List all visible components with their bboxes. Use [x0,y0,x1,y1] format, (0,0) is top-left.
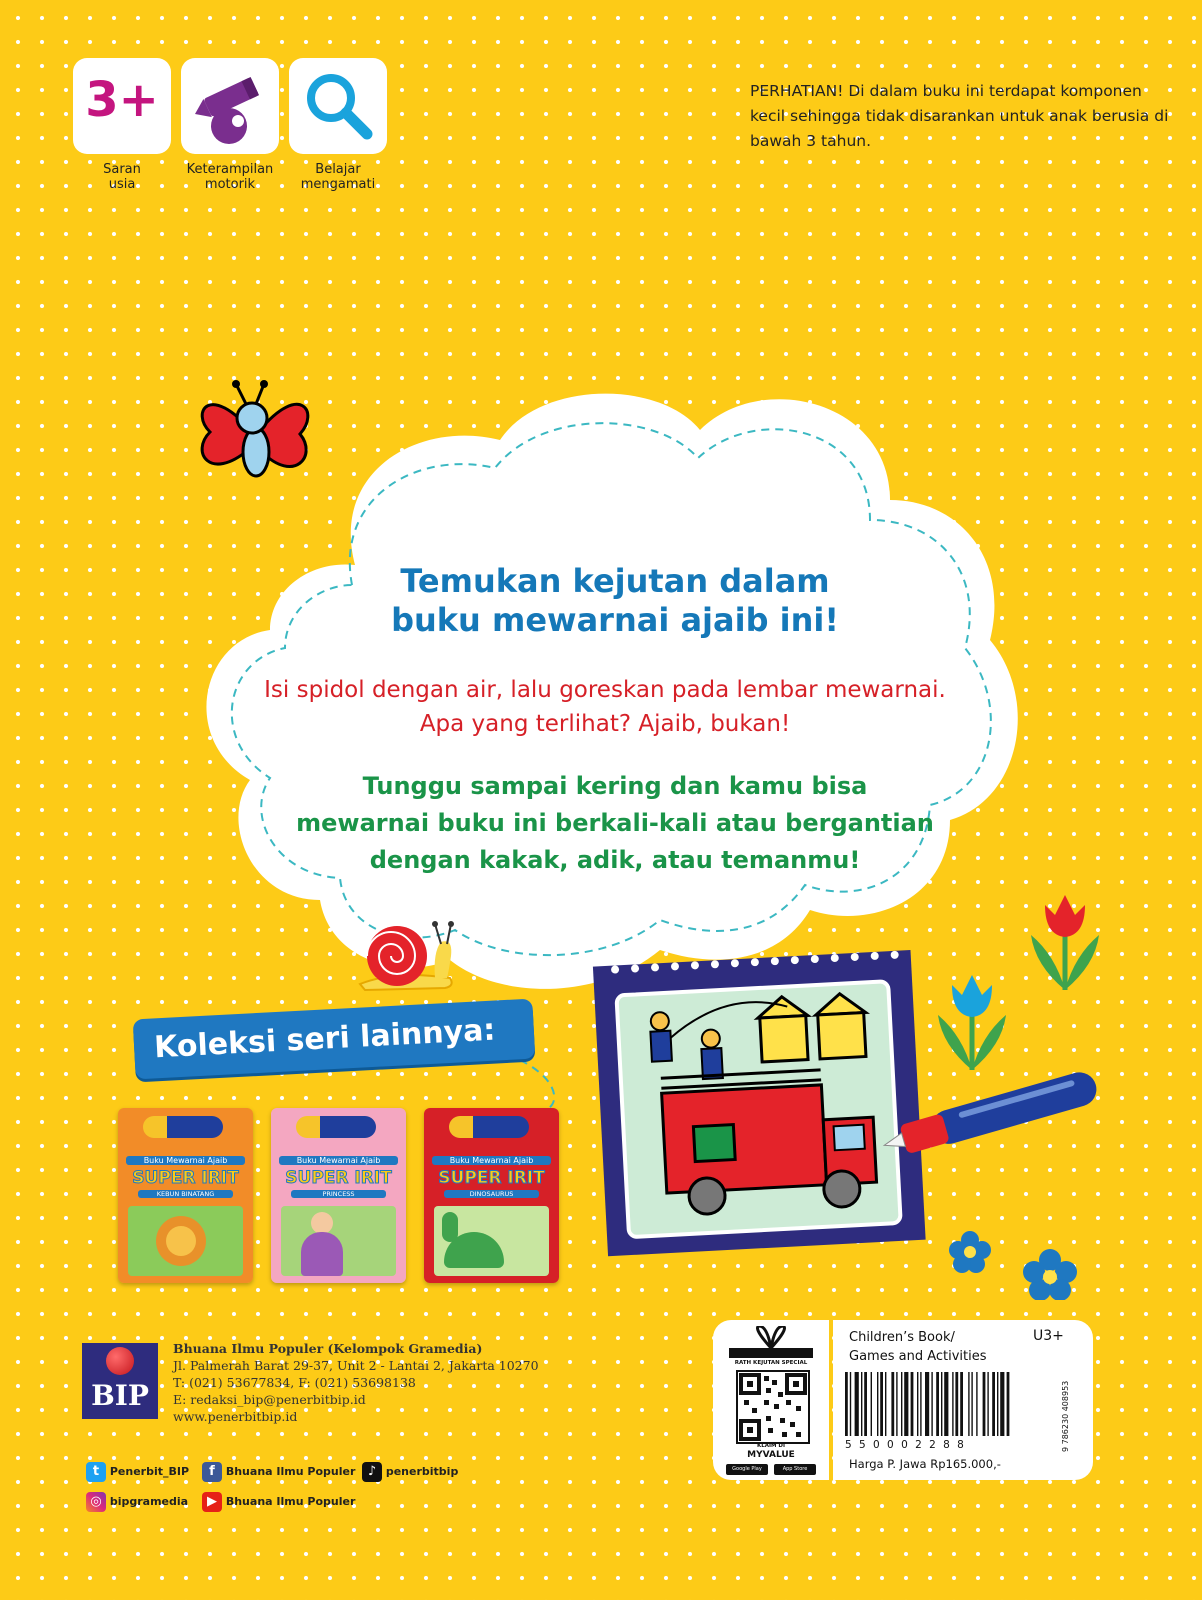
logo-text: BIP [91,1379,149,1412]
book-subtitle: DINOSAURUS [444,1190,539,1198]
category-line-1: Children’s Book/ [849,1330,955,1345]
gift-icon [723,1326,819,1360]
tiktok-icon: ♪ [362,1462,382,1482]
social-facebook[interactable] [202,1462,355,1482]
water-pen-illustration [870,1060,1110,1170]
publisher-email: E: redaksi_bip@penerbitbip.id [173,1392,366,1407]
youtube-icon: ▶ [202,1492,222,1512]
qr-panel [713,1320,829,1480]
qr-claim-label: KLAIM DI [756,1443,786,1449]
facebook-icon: f [202,1462,222,1482]
snail-illustration [355,912,465,992]
instagram-icon: ◎ [86,1492,106,1512]
book-kebun-binatang[interactable] [118,1108,253,1283]
marker-pen-icon [449,1116,529,1138]
instruction-text [180,673,1030,741]
observe-caption: Belajar mengamati [300,162,376,192]
instruction-line-2: Apa yang terlihat? Ajaib, bukan! [419,711,791,737]
book-princess[interactable] [271,1108,406,1283]
book-brand: SUPER IRIT [285,1168,392,1188]
price-label: Harga P. Jawa Rp165.000,- [849,1457,1001,1471]
category-line-2: Games and Activities [849,1349,987,1364]
barcode-number: 5 5 0 0 0 2 2 8 8 [845,1439,966,1451]
publisher-website[interactable]: www.penerbitbip.id [173,1409,298,1424]
instruction-line-1: Isi spidol dengan air, lalu goreskan pada lembar mewarnai. [264,677,946,703]
book-brand: SUPER IRIT [438,1168,545,1188]
google-play-badge[interactable]: Google Play [726,1464,768,1475]
social-instagram[interactable] [86,1492,188,1512]
qr-top-label: RATH KEJUTAN SPECIAL [734,1360,808,1366]
marker-pen-icon [296,1116,376,1138]
age-label: U3+ [1033,1328,1064,1344]
book-subtitle: PRINCESS [291,1190,386,1198]
book-series: Buku Mewarnai Ajaib [126,1156,245,1165]
collection-label: Koleksi seri lainnya: [153,1012,497,1066]
dinosaur-illustration [434,1206,549,1276]
age-caption: Saran usia [103,162,141,192]
headline-line-2: buku mewarnai ajaib ini! [391,601,839,639]
social-twitter[interactable] [86,1462,189,1482]
book-series: Buku Mewarnai Ajaib [279,1156,398,1165]
book-series: Buku Mewarnai Ajaib [432,1156,551,1165]
reuse-line-1: Tunggu sampai kering dan kamu bisa [362,772,868,800]
book-dinosaurus[interactable] [424,1108,559,1283]
barcode-panel [833,1320,1093,1480]
blue-flowers-illustration [940,1220,1120,1300]
publisher-address: Jl. Palmerah Barat 29-37, Unit 2 - Lantai 2, Jakarta 10270 [173,1358,539,1373]
app-store-badge[interactable]: App Store [774,1464,816,1475]
reuse-text [190,768,1040,879]
red-tulip-illustration [1025,885,1105,995]
qr-brand: MYVALUE [747,1450,795,1460]
youtube-handle: Bhuana Ilmu Populer [225,1495,356,1508]
publisher-logo [82,1343,158,1419]
book-subtitle: KEBUN BINATANG [138,1190,233,1198]
twitter-handle: Penerbit_BIP [109,1465,190,1478]
marker-pen-icon [143,1116,223,1138]
book-category [849,1328,987,1366]
twitter-icon: t [86,1462,106,1482]
age-icon: 3+ [85,72,159,128]
publisher-phone: T: (021) 53677834, F: (021) 53698138 [173,1375,416,1390]
social-youtube[interactable] [202,1492,355,1512]
headline-line-1: Temukan kejutan dalam [400,562,830,600]
logo-ball-icon [106,1347,134,1375]
publisher-info [173,1340,539,1425]
social-tiktok[interactable] [362,1462,458,1482]
tiktok-handle: penerbitbip [385,1465,459,1478]
publisher-name: Bhuana Ilmu Populer (Kelompok Gramedia) [173,1341,483,1356]
reuse-line-3: dengan kakak, adik, atau temanmu! [369,846,861,874]
motor-caption: Keterampilan motorik [186,162,274,192]
blue-tulip-illustration [932,965,1012,1075]
qr-code[interactable] [736,1370,810,1444]
headline [190,562,1040,640]
book-brand: SUPER IRIT [132,1168,239,1188]
lion-illustration [128,1206,243,1276]
instagram-handle: bipgramedia [109,1495,189,1508]
isbn-vertical: 9 786230 408953 [1061,1380,1070,1452]
facebook-handle: Bhuana Ilmu Populer [225,1465,356,1478]
reuse-line-2: mewarnai buku ini berkali-kali atau bergantian [296,809,934,837]
princess-illustration [281,1206,396,1276]
barcode [845,1372,1059,1436]
warning-text: PERHATIAN! Di dalam buku ini terdapat komponen kecil sehingga tidak disarankan untuk anak berusia di bawah 3 tahun. [750,82,1169,150]
